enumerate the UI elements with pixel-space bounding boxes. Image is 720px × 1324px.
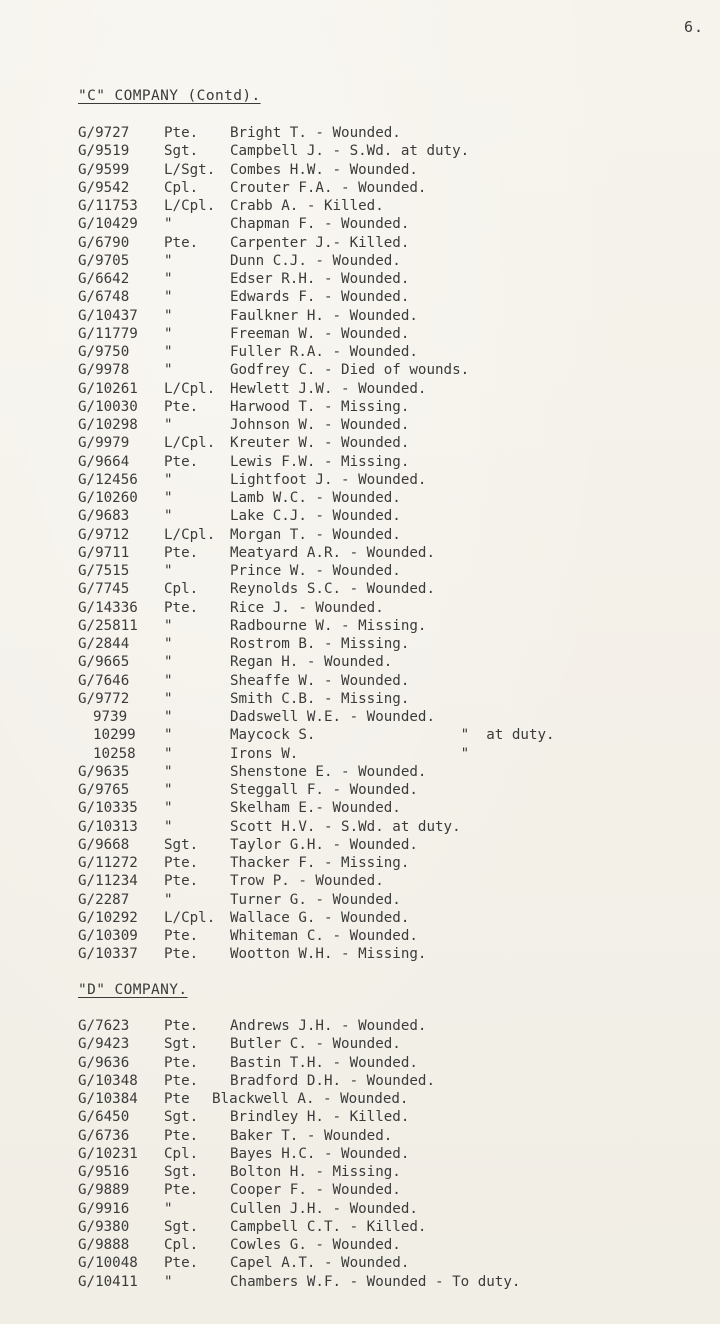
service-number: G/9683: [78, 508, 130, 525]
list-item: [0, 1035, 720, 1053]
list-item: [0, 1145, 720, 1163]
service-number: G/9665: [78, 654, 130, 671]
list-item: [0, 398, 720, 416]
rank: ": [164, 325, 173, 342]
list-item: [0, 453, 720, 471]
rank: Pte.: [164, 453, 199, 470]
rank: Pte.: [164, 234, 199, 251]
list-item: [0, 708, 720, 726]
casualty-entry: Bradford D.H. - Wounded.: [230, 1072, 435, 1089]
service-number: G/9888: [78, 1237, 130, 1253]
rank: Pte.: [164, 1054, 199, 1071]
list-item: [0, 526, 720, 544]
service-number: G/9712: [78, 526, 130, 543]
rank: ": [164, 563, 173, 579]
list-item: [0, 945, 720, 963]
list-item: [0, 799, 720, 817]
casualty-entry: Cooper F. - Wounded.: [230, 1182, 401, 1199]
service-number: G/9636: [78, 1054, 130, 1071]
service-number: G/7623: [78, 1018, 130, 1034]
casualty-entry: Skelham E.- Wounded.: [230, 800, 401, 817]
casualty-entry: Lewis F.W. - Missing.: [230, 453, 410, 470]
section-heading-d-company: "D" COMPANY.: [78, 982, 188, 998]
casualty-entry: Rostrom B. - Missing.: [230, 636, 410, 652]
list-item: [0, 234, 720, 252]
rank: Pte.: [164, 946, 199, 963]
casualty-entry: Steggall F. - Wounded.: [230, 782, 418, 798]
rank: Cpl.: [164, 581, 199, 598]
rank: Pte.: [164, 544, 199, 561]
service-number: G/9978: [78, 362, 130, 379]
list-item: [0, 197, 720, 215]
casualty-entry: Faulkner H. - Wounded.: [230, 307, 418, 324]
list-item: [0, 215, 720, 233]
list-item: [0, 781, 720, 799]
service-number: G/9519: [78, 143, 130, 160]
list-item: [0, 672, 720, 690]
list-item: [0, 161, 720, 179]
list-item: [0, 745, 720, 763]
service-number: G/12456: [78, 471, 138, 488]
casualty-entry: Baker T. - Wounded.: [230, 1127, 393, 1144]
rank: ": [164, 617, 173, 634]
casualty-entry: Reynolds S.C. - Wounded.: [230, 581, 435, 598]
casualty-entry: Edser R.H. - Wounded.: [230, 271, 410, 287]
list-item: [0, 252, 720, 270]
casualty-entry: Irons W. ": [230, 745, 470, 762]
casualty-entry: Meatyard A.R. - Wounded.: [230, 544, 435, 561]
rank: ": [164, 508, 173, 525]
rank: ": [164, 690, 173, 707]
casualty-entry: Trow P. - Wounded.: [230, 873, 384, 890]
service-number: G/10313: [78, 818, 138, 835]
list-item: [0, 307, 720, 325]
page-number: 6.: [684, 18, 705, 36]
rank: L/Cpl.: [164, 526, 216, 543]
list-item: [0, 836, 720, 854]
service-number: G/9542: [78, 179, 130, 196]
casualty-list-c-company: [0, 124, 720, 964]
service-number: G/7515: [78, 563, 130, 579]
list-item: [0, 1072, 720, 1090]
list-item: [0, 617, 720, 635]
service-number: G/10348: [78, 1072, 138, 1089]
rank: Pte.: [164, 873, 199, 890]
list-item: [0, 1200, 720, 1218]
list-item: [0, 343, 720, 361]
list-item: [0, 1090, 720, 1108]
rank: Cpl.: [164, 1237, 199, 1253]
casualty-entry: Crouter F.A. - Wounded.: [230, 179, 427, 196]
casualty-entry: Maycock S. " at duty.: [230, 727, 555, 744]
casualty-entry: Bright T. - Wounded.: [230, 125, 401, 141]
service-number: G/6748: [78, 289, 130, 306]
list-item: [0, 270, 720, 288]
list-item: [0, 1236, 720, 1254]
casualty-entry: Turner G. - Wounded.: [230, 891, 401, 908]
list-item: [0, 927, 720, 945]
casualty-entry: Lamb W.C. - Wounded.: [230, 490, 401, 506]
rank: Sgt.: [164, 143, 199, 160]
casualty-entry: Campbell J. - S.Wd. at duty.: [230, 143, 470, 160]
service-number: G/6736: [78, 1127, 130, 1144]
rank: ": [164, 216, 173, 233]
rank: Pte.: [164, 1018, 199, 1034]
casualty-entry: Brindley H. - Killed.: [230, 1109, 410, 1126]
rank: L/Cpl.: [164, 380, 216, 397]
casualty-entry: Capel A.T. - Wounded.: [230, 1255, 410, 1272]
rank: Sgt.: [164, 1109, 199, 1126]
service-number: G/7646: [78, 672, 130, 689]
service-number: G/10309: [78, 928, 138, 944]
casualty-entry: Radbourne W. - Missing.: [230, 617, 427, 634]
casualty-entry: Campbell C.T. - Killed.: [230, 1218, 427, 1235]
casualty-entry: Johnson W. - Wounded.: [230, 417, 410, 433]
service-number: G/9380: [78, 1218, 130, 1235]
service-number: G/9750: [78, 344, 130, 360]
service-number: G/10337: [78, 946, 138, 963]
rank: Sgt.: [164, 836, 199, 853]
service-number: G/9979: [78, 435, 130, 452]
service-number: G/9516: [78, 1164, 130, 1180]
casualty-entry: Hewlett J.W. - Wounded.: [230, 380, 427, 397]
service-number: G/10292: [78, 909, 138, 926]
casualty-entry: Fuller R.A. - Wounded.: [230, 344, 418, 360]
service-number: G/9772: [78, 690, 130, 707]
service-number: G/9664: [78, 453, 130, 470]
list-item: [0, 726, 720, 744]
casualty-entry: Morgan T. - Wounded.: [230, 526, 401, 543]
list-item: [0, 909, 720, 927]
list-item: [0, 1108, 720, 1126]
list-item: [0, 325, 720, 343]
list-item: [0, 416, 720, 434]
rank: Sgt.: [164, 1036, 199, 1053]
rank: ": [164, 344, 173, 360]
casualty-entry: Chambers W.F. - Wounded - To duty.: [230, 1273, 521, 1290]
rank: ": [164, 252, 173, 269]
list-item: [0, 562, 720, 580]
service-number: G/9668: [78, 836, 130, 853]
service-number: G/11234: [78, 873, 138, 890]
casualty-entry: Andrews J.H. - Wounded.: [230, 1018, 427, 1034]
rank: Pte.: [164, 1072, 199, 1089]
list-item: [0, 124, 720, 142]
service-number: G/6450: [78, 1109, 130, 1126]
rank: Pte.: [164, 928, 199, 944]
casualty-entry: Bayes H.C. - Wounded.: [230, 1145, 410, 1162]
casualty-entry: Prince W. - Wounded.: [230, 563, 401, 579]
list-item: [0, 1017, 720, 1035]
list-item: [0, 434, 720, 452]
service-number: G/6642: [78, 271, 130, 287]
rank: Pte.: [164, 1255, 199, 1272]
service-number: G/10261: [78, 380, 138, 397]
list-item: [0, 1181, 720, 1199]
rank: ": [164, 362, 173, 379]
rank: Pte.: [164, 599, 199, 616]
casualty-entry: Regan H. - Wounded.: [230, 654, 393, 671]
casualty-entry: Butler C. - Wounded.: [230, 1036, 401, 1053]
casualty-entry: Carpenter J.- Killed.: [230, 234, 410, 251]
service-number: G/10298: [78, 417, 138, 433]
casualty-entry: Rice J. - Wounded.: [230, 599, 384, 616]
rank: ": [164, 818, 173, 835]
casualty-entry: Bastin T.H. - Wounded.: [230, 1054, 418, 1071]
service-number: G/9711: [78, 544, 130, 561]
service-number: G/9916: [78, 1200, 130, 1217]
rank: ": [164, 654, 173, 671]
casualty-entry: Combes H.W. - Wounded.: [230, 161, 418, 178]
service-number: G/10429: [78, 216, 138, 233]
casualty-entry: Godfrey C. - Died of wounds.: [230, 362, 470, 379]
list-item: [0, 507, 720, 525]
service-number: 10299: [93, 727, 136, 744]
rank: ": [164, 709, 173, 725]
list-item: [0, 142, 720, 160]
service-number: G/14336: [78, 599, 138, 616]
casualty-entry: Chapman F. - Wounded.: [230, 216, 410, 233]
service-number: 9739: [93, 709, 128, 725]
list-item: [0, 471, 720, 489]
rank: L/Cpl.: [164, 435, 216, 452]
rank: ": [164, 891, 173, 908]
rank: L/Sgt.: [164, 161, 216, 178]
rank: ": [164, 763, 173, 780]
rank: Cpl.: [164, 1145, 199, 1162]
casualty-entry: Edwards F. - Wounded.: [230, 289, 410, 306]
service-number: 10258: [93, 745, 136, 762]
casualty-entry: Crabb A. - Killed.: [230, 198, 384, 214]
rank: Pte.: [164, 398, 199, 415]
rank: ": [164, 745, 173, 762]
rank: Sgt.: [164, 1218, 199, 1235]
rank: ": [164, 490, 173, 506]
service-number: G/10411: [78, 1273, 138, 1290]
service-number: G/9599: [78, 161, 130, 178]
service-number: G/10384: [78, 1091, 138, 1107]
rank: Sgt.: [164, 1164, 199, 1180]
service-number: G/10335: [78, 800, 138, 817]
casualty-entry: Blackwell A. - Wounded.: [212, 1091, 409, 1107]
rank: Pte.: [164, 855, 199, 871]
casualty-entry: Scott H.V. - S.Wd. at duty.: [230, 818, 461, 835]
rank: Pte.: [164, 1182, 199, 1199]
service-number: G/9889: [78, 1182, 130, 1199]
service-number: G/11779: [78, 325, 138, 342]
list-item: [0, 635, 720, 653]
casualty-entry: Thacker F. - Missing.: [230, 855, 410, 871]
list-item: [0, 361, 720, 379]
casualty-entry: Dunn C.J. - Wounded.: [230, 252, 401, 269]
rank: Pte.: [164, 1127, 199, 1144]
list-item: [0, 179, 720, 197]
casualty-entry: Lake C.J. - Wounded.: [230, 508, 401, 525]
service-number: G/6790: [78, 234, 130, 251]
list-item: [0, 653, 720, 671]
list-item: [0, 380, 720, 398]
list-item: [0, 690, 720, 708]
rank: ": [164, 782, 173, 798]
rank: ": [164, 727, 173, 744]
casualty-entry: Bolton H. - Missing.: [230, 1164, 401, 1180]
rank: Pte.: [164, 125, 199, 141]
list-item: [0, 872, 720, 890]
rank: Cpl.: [164, 179, 199, 196]
service-number: G/11272: [78, 855, 138, 871]
list-item: [0, 489, 720, 507]
service-number: G/7745: [78, 581, 130, 598]
list-item: [0, 1127, 720, 1145]
casualty-entry: Cullen J.H. - Wounded.: [230, 1200, 418, 1217]
service-number: G/9423: [78, 1036, 130, 1053]
service-number: G/11753: [78, 198, 138, 214]
casualty-entry: Taylor G.H. - Wounded.: [230, 836, 418, 853]
service-number: G/2844: [78, 636, 130, 652]
section-heading-c-company: "C" COMPANY (Contd).: [78, 88, 261, 104]
service-number: G/10231: [78, 1145, 138, 1162]
rank: ": [164, 307, 173, 324]
service-number: G/10437: [78, 307, 138, 324]
service-number: G/9705: [78, 252, 130, 269]
service-number: G/10030: [78, 398, 138, 415]
list-item: [0, 544, 720, 562]
casualty-entry: Smith C.B. - Missing.: [230, 690, 410, 707]
casualty-entry: Cowles G. - Wounded.: [230, 1237, 401, 1253]
service-number: G/9727: [78, 125, 130, 141]
list-item: [0, 580, 720, 598]
casualty-entry: Freeman W. - Wounded.: [230, 325, 410, 342]
list-item: [0, 1273, 720, 1291]
list-item: [0, 854, 720, 872]
service-number: G/9765: [78, 782, 130, 798]
casualty-list-d-company: [0, 1017, 720, 1291]
casualty-entry: Shenstone E. - Wounded.: [230, 763, 427, 780]
list-item: [0, 818, 720, 836]
rank: ": [164, 471, 173, 488]
list-item: [0, 1054, 720, 1072]
casualty-entry: Wootton W.H. - Missing.: [230, 946, 427, 963]
rank: ": [164, 289, 173, 306]
rank: ": [164, 1200, 173, 1217]
list-item: [0, 763, 720, 781]
service-number: G/9635: [78, 763, 130, 780]
service-number: G/2287: [78, 891, 130, 908]
list-item: [0, 1218, 720, 1236]
service-number: G/25811: [78, 617, 138, 634]
rank: L/Cpl.: [164, 909, 216, 926]
rank: Pte: [164, 1091, 190, 1107]
rank: ": [164, 672, 173, 689]
list-item: [0, 599, 720, 617]
rank: ": [164, 1273, 173, 1290]
list-item: [0, 891, 720, 909]
casualty-entry: Kreuter W. - Wounded.: [230, 435, 410, 452]
rank: ": [164, 271, 173, 287]
service-number: G/10260: [78, 490, 138, 506]
list-item: [0, 1254, 720, 1272]
list-item: [0, 1163, 720, 1181]
casualty-entry: Lightfoot J. - Wounded.: [230, 471, 427, 488]
rank: ": [164, 636, 173, 652]
casualty-entry: Whiteman C. - Wounded.: [230, 928, 418, 944]
casualty-entry: Harwood T. - Missing.: [230, 398, 410, 415]
rank: ": [164, 800, 173, 817]
casualty-entry: Wallace G. - Wounded.: [230, 909, 410, 926]
list-item: [0, 288, 720, 306]
casualty-entry: Sheaffe W. - Wounded.: [230, 672, 410, 689]
casualty-entry: Dadswell W.E. - Wounded.: [230, 709, 435, 725]
service-number: G/10048: [78, 1255, 138, 1272]
rank: ": [164, 417, 173, 433]
rank: L/Cpl.: [164, 198, 216, 214]
